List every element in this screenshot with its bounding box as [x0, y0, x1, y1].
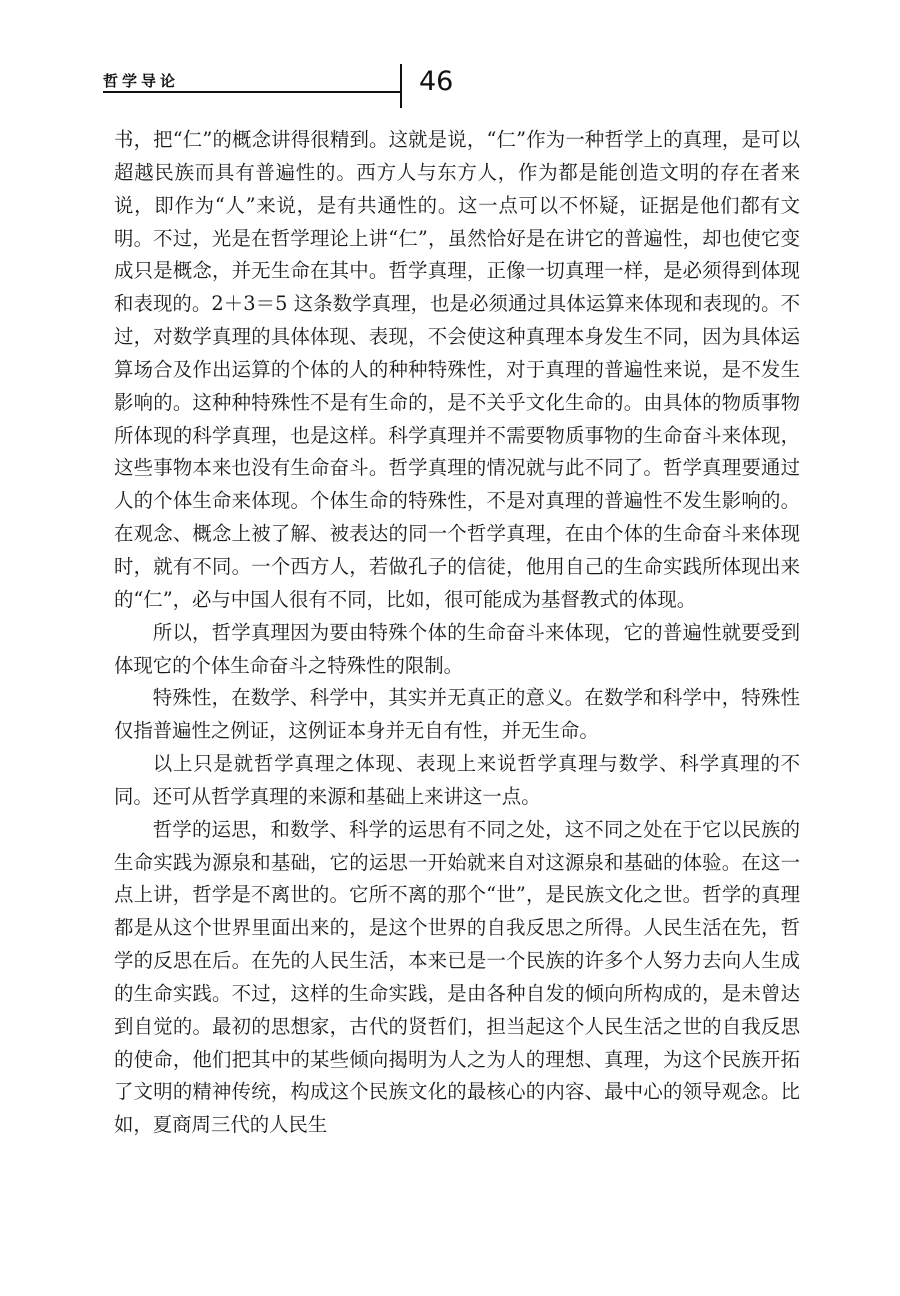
body-text [114, 124, 800, 1142]
paragraph-continued: 书，把“仁”的概念讲得很精到。这就是说，“仁”作为一种哲学上的真理，是可以超越民族而具有普遍性的。西方人与东方人，作为都是能创造文明的存在者来说，即作为“人”来说，是有共通性的。这一点可以不怀疑，证据是他们都有文明。不过，光是在哲学理论上讲“仁”，虽然恰好是在讲它的普遍性，却也使它变成只是概念，并无生命在其中。哲学真理，正像一切真理一样，是必须得到体现和表现的。2＋3＝5 这条数学真理，也是必须通过具体运算来体现和表现的。不过，对数学真理的具体体现、表现，不会使这种真理本身发生不同，因为具体运算场合及作出运算的个体的人的种种特殊性，对于真理的普遍性来说，是不发生影响的。这种种特殊性不是有生命的，是不关乎文化生命的。由具体的物质事物所体现的科学真理，也是这样。科学真理并不需要物质事物的生命奋斗来体现，这些事物本来也没有生命奋斗。哲学真理的情况就与此不同了。哲学真理要通过人的个体生命来体现。个体生命的特殊性，不是对真理的普遍性不发生影响的。在观念、概念上被了解、被表达的同一个哲学真理，在由个体的生命奋斗来体现时，就有不同。一个西方人，若做孔子的信徒，他用自己的生命实践所体现出来的“仁”，必与中国人很有不同，比如，很可能成为基督教式的体现。 [114, 128, 800, 611]
header-rule [103, 91, 400, 93]
page-number: 46 [419, 66, 454, 97]
header-divider [400, 64, 402, 108]
paragraph: 特殊性，在数学、科学中，其实并无真正的意义。在数学和科学中，特殊性仅指普遍性之例证，这例证本身并无自有性，并无生命。 [114, 686, 800, 743]
paragraph: 所以，哲学真理因为要由特殊个体的生命奋斗来体现，它的普遍性就要受到体现它的个体生命奋斗之特殊性的限制。 [114, 620, 800, 677]
running-header [103, 62, 463, 112]
paragraph: 以上只是就哲学真理之体现、表现上来说哲学真理与数学、科学真理的不同。还可从哲学真理的来源和基础上来讲这一点。 [114, 752, 800, 808]
paragraph: 哲学的运思，和数学、科学的运思有不同之处，这不同之处在于它以民族的生命实践为源泉和基础，它的运思一开始就来自对这源泉和基础的体验。在这一点上讲，哲学是不离世的。它所不离的那个“世”，是民族文化之世。哲学的真理都是从这个世界里面出来的，是这个世界的自我反思之所得。人民生活在先，哲学的反思在后。在先的人民生活，本来已是一个民族的许多个人努力去向人生成的生命实践。不过，这样的生命实践，是由各种自发的倾向所构成的，是未曾达到自觉的。最初的思想家，古代的贤哲们，担当起这个人民生活之世的自我反思的使命，他们把其中的某些倾向揭明为人之为人的理想、真理，为这个民族开拓了文明的精神传统，构成这个民族文化的最核心的内容、最中心的领导观念。比如，夏商周三代的人民生 [114, 817, 800, 1137]
book-title: 哲学导论 [103, 72, 180, 90]
